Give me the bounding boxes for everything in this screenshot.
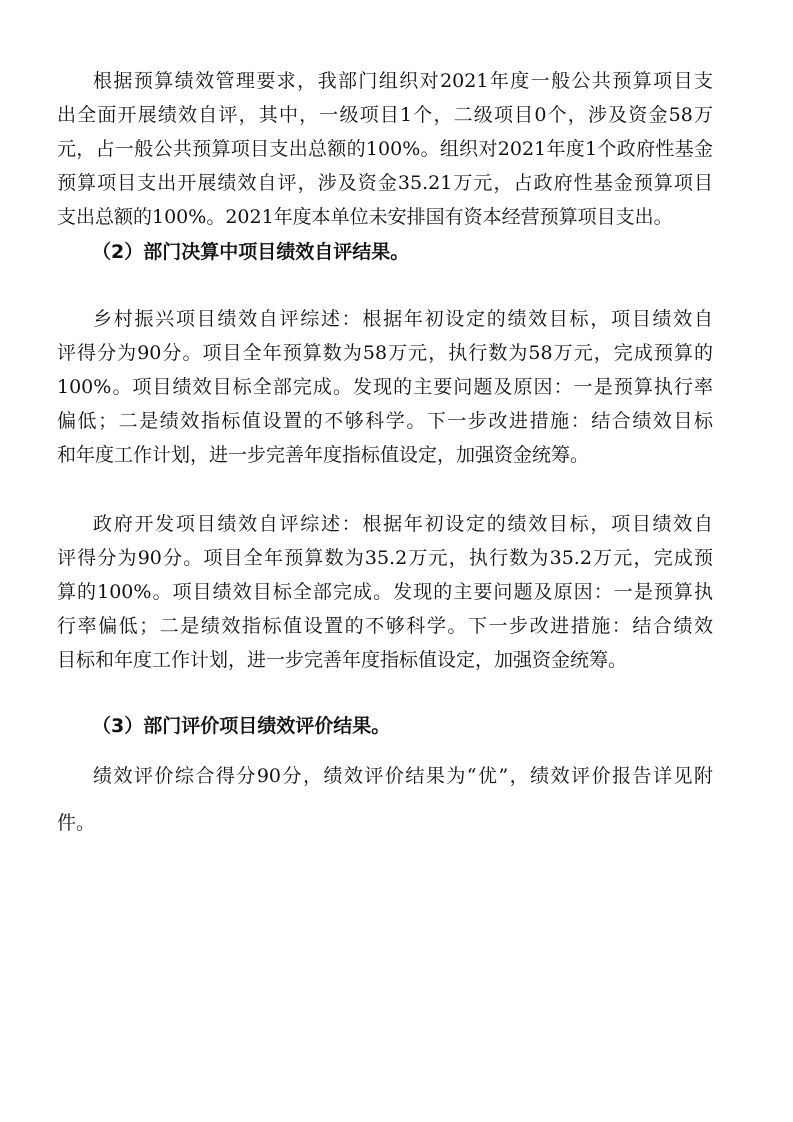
text-line: 算的100%。项目绩效目标全部完成。发现的主要问题及原因：一是预算执 [57,581,713,603]
text-line: 绩效评价综合得分90分，绩效评价结果为“优”，绩效评价报告详见附 [93,765,713,787]
text-line: 目标和年度工作计划，进一步完善年度指标值设定，加强资金统筹。 [57,649,628,671]
text-line: 评得分为90分。项目全年预算数为35.2万元，执行数为35.2万元，完成预 [57,547,713,569]
section-heading-3: （3）部门评价项目绩效评价结果。 [92,715,391,737]
text-line: 100%。项目绩效目标全部完成。发现的主要问题及原因：一是预算执行率 [57,376,713,398]
text-line: 行率偏低；二是绩效指标值设置的不够科学。下一步改进措施：结合绩效 [57,615,713,637]
text-line: 元，占一般公共预算项目支出总额的100%。组织对2021年度1个政府性基金 [57,138,713,160]
text-line: 预算项目支出开展绩效自评，涉及资金35.21万元，占政府性基金预算项目 [57,172,713,194]
text-line: 偏低；二是绩效指标值设置的不够科学。下一步改进措施：结合绩效目标 [57,410,713,432]
text-line: 出全面开展绩效自评，其中，一级项目1个，二级项目0个，涉及资金58万 [57,104,713,126]
text-line: 件。 [57,812,96,834]
text-line: 根据预算绩效管理要求，我部门组织对2021年度一般公共预算项目支 [93,70,713,92]
text-line: 乡村振兴项目绩效自评综述：根据年初设定的绩效目标，项目绩效自 [93,308,713,330]
text-line: 支出总额的100%。2021年度本单位未安排国有资本经营预算项目支出。 [57,206,673,228]
section-heading-2: （2）部门决算中项目绩效自评结果。 [92,241,410,263]
text-line: 评得分为90分。项目全年预算数为58万元，执行数为58万元，完成预算的 [57,342,713,364]
text-line: 和年度工作计划，进一步完善年度指标值设定，加强资金统筹。 [57,444,590,466]
text-line: 政府开发项目绩效自评综述：根据年初设定的绩效目标，项目绩效自 [93,513,713,535]
